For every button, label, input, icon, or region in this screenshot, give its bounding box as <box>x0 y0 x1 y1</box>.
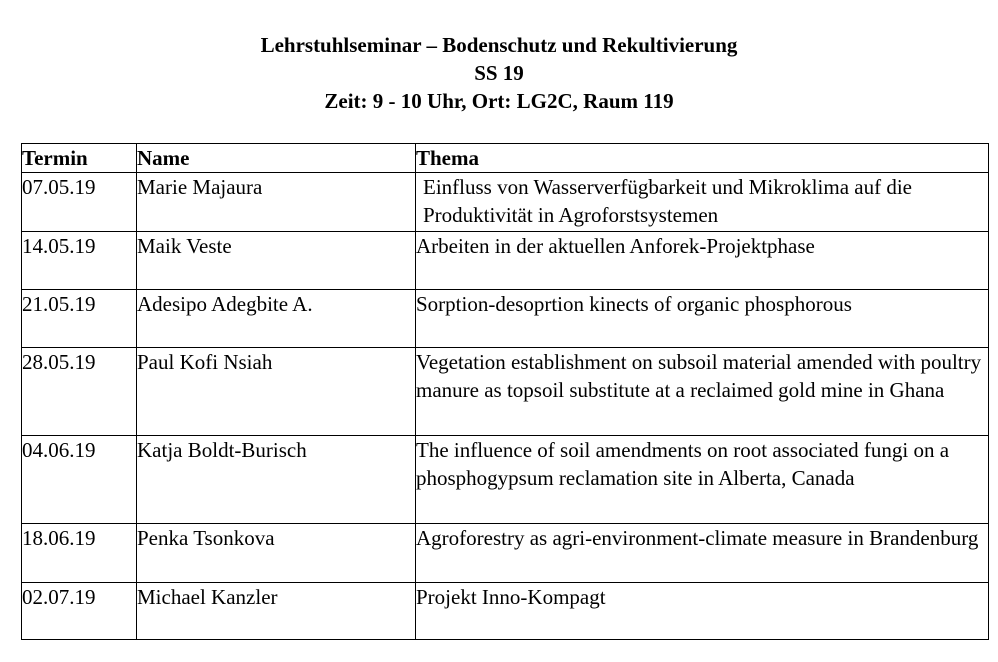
table-row <box>22 290 989 348</box>
cell-thema: Einfluss von Wasserverfügbarkeit und Mikroklima auf die Produktivität in Agroforstsystemen <box>416 173 989 232</box>
table-row <box>22 348 989 436</box>
seminar-title: Lehrstuhlseminar – Bodenschutz und Rekultivierung <box>260 33 738 57</box>
table-row <box>22 173 989 232</box>
cell-thema: Agroforestry as agri-environment-climate measure in Brandenburg <box>416 524 989 583</box>
time-location: Zeit: 9 - 10 Uhr, Ort: LG2C, Raum 119 <box>324 89 674 113</box>
cell-thema: The influence of soil amendments on root associated fungi on a phosphogypsum reclamation site in Alberta, Canada <box>416 436 989 524</box>
semester-label: SS 19 <box>474 61 524 85</box>
column-header-name: Name <box>137 144 416 173</box>
cell-termin: 04.06.19 <box>22 436 137 524</box>
seminar-schedule-table <box>21 143 989 640</box>
cell-thema: Arbeiten in der aktuellen Anforek-Projektphase <box>416 232 989 290</box>
cell-termin: 14.05.19 <box>22 232 137 290</box>
cell-name: Penka Tsonkova <box>137 524 416 583</box>
table-row <box>22 583 989 640</box>
table-row <box>22 524 989 583</box>
cell-name: Katja Boldt-Burisch <box>137 436 416 524</box>
table-row <box>22 436 989 524</box>
cell-termin: 28.05.19 <box>22 348 137 436</box>
cell-termin: 07.05.19 <box>22 173 137 232</box>
column-header-termin: Termin <box>22 144 137 173</box>
cell-name: Marie Majaura <box>137 173 416 232</box>
cell-termin: 21.05.19 <box>22 290 137 348</box>
cell-name: Paul Kofi Nsiah <box>137 348 416 436</box>
table-header-row <box>22 144 989 173</box>
cell-thema: Sorption-desoprtion kinects of organic phosphorous <box>416 290 989 348</box>
cell-thema: Vegetation establishment on subsoil material amended with poultry manure as topsoil substitute at a reclaimed gold mine in Ghana <box>416 348 989 436</box>
document-header <box>0 31 998 115</box>
cell-thema: Projekt Inno-Kompagt <box>416 583 989 640</box>
column-header-thema: Thema <box>416 144 989 173</box>
cell-name: Maik Veste <box>137 232 416 290</box>
table-row <box>22 232 989 290</box>
cell-termin: 02.07.19 <box>22 583 137 640</box>
cell-termin: 18.06.19 <box>22 524 137 583</box>
cell-name: Adesipo Adegbite A. <box>137 290 416 348</box>
cell-name: Michael Kanzler <box>137 583 416 640</box>
